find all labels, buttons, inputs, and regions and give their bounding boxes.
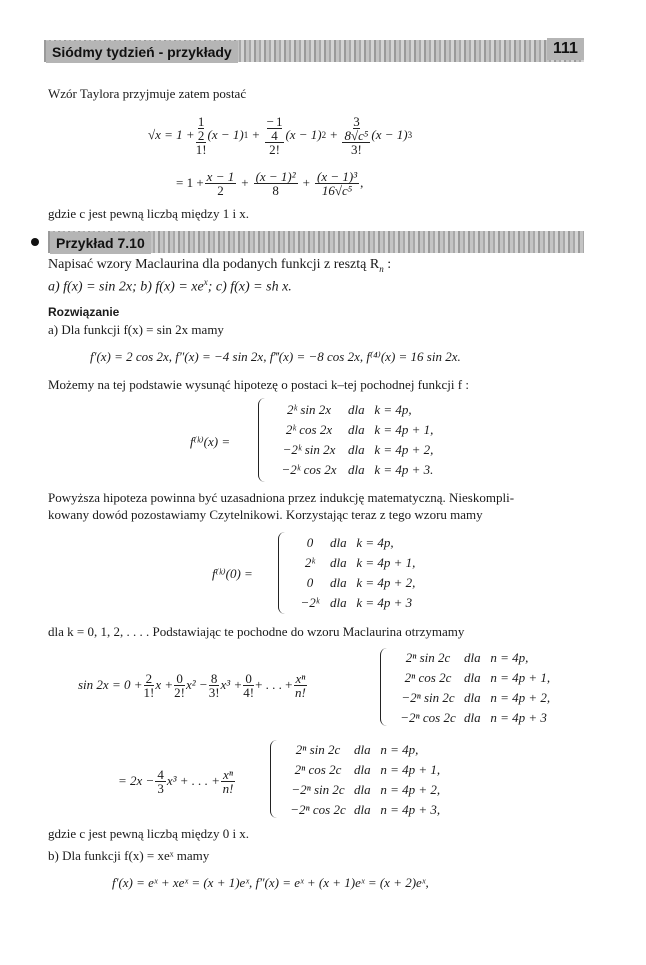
page-header-title: Siódmy tydzień - przykłady (46, 41, 238, 63)
coef1-top: 1 (197, 113, 205, 129)
fk-case-condition: dla k = 4p, (348, 402, 412, 417)
s2-f1n: 4 (157, 766, 164, 782)
coef2-den: 2! (269, 141, 280, 157)
sin2-case-value: 2ⁿ cos 2c (294, 762, 342, 777)
task-sup: x (203, 277, 208, 287)
task-line-2 (48, 277, 292, 296)
solution-title: Rozwiązanie (48, 305, 120, 319)
coef3-den: 3! (351, 141, 362, 157)
fk-lhs: f⁽ᵏ⁾(x) = (190, 434, 231, 449)
coef1-bot: 2 (197, 127, 205, 143)
s-f1n: 2 (145, 670, 153, 686)
g1-den: 2 (217, 182, 224, 198)
sin-case-condition: dla n = 4p + 1, (464, 670, 551, 685)
coef2-top: 1 (275, 113, 283, 129)
fk-case-row (270, 420, 433, 440)
g3-num: (x − 1)³ (317, 168, 358, 184)
s2-f1d: 3 (157, 780, 164, 796)
f0-brace (278, 532, 285, 614)
taylor-coef-2 (265, 115, 285, 156)
hypothesis-text: Możemy na tej podstawie wysunąć hipotezę o postaci k–tej pochodnej funkcji f : (48, 377, 469, 392)
derivatives-b: f′(x) = eˣ + xeˣ = (x + 1)eˣ, f″(x) = eˣ + (x + 1)eˣ = (x + 2)eˣ, (112, 875, 429, 890)
sin-lhs: sin 2x = 0 + (78, 677, 143, 692)
s-x4: + . . . + (255, 677, 293, 692)
note-2: gdzie c jest pewną liczbą między 0 i x. (48, 826, 250, 841)
fk-case-condition: dla k = 4p + 2, (348, 442, 434, 457)
fk-case-row (270, 460, 433, 480)
sin-case-condition: dla n = 4p + 3 (464, 710, 547, 725)
sin-case-row (392, 668, 550, 688)
sin2-case-row (282, 800, 440, 820)
f0-case-row (290, 573, 415, 593)
exp-3: 3 (407, 130, 413, 140)
exp-1: 1 (243, 130, 249, 140)
intro-text: Wzór Taylora przyjmuje zatem postać (48, 86, 247, 101)
sin-case-value: −2ⁿ sin 2c (401, 690, 455, 705)
taylor-line-2 (176, 166, 363, 200)
fk-case-row (270, 440, 433, 460)
sin-case-condition: dla n = 4p + 2, (464, 690, 551, 705)
sin2-case-value: −2ⁿ sin 2c (291, 782, 345, 797)
taylor-line2-lead: = 1 + (176, 175, 204, 190)
exp-2: 2 (321, 130, 327, 140)
s-x1: x + (155, 677, 174, 692)
fk-case-value: 2ᵏ cos 2x (285, 422, 333, 437)
f0-case-row (290, 533, 415, 553)
part-a-intro: a) Dla funkcji f(x) = sin 2x mamy (48, 322, 224, 337)
substitution-text: dla k = 0, 1, 2, . . . . Podstawiając te pochodne do wzoru Maclaurina otrzymamy (48, 624, 465, 639)
taylor-coef-1 (196, 115, 207, 156)
example-title: Przykład 7.10 (50, 232, 151, 254)
para-1: Powyższa hipoteza powinna być uzasadniona przez indukcję matematyczną. Nieskompli- (48, 490, 515, 505)
sin-brace-1 (380, 648, 387, 726)
taylor-coef-3 (342, 115, 370, 156)
page-number: 111 (547, 38, 584, 60)
sin-case-row (392, 688, 550, 708)
sin-cases-1 (392, 648, 550, 728)
sin-case-value: 2ⁿ sin 2c (405, 650, 451, 665)
part-b-intro: b) Dla funkcji f(x) = xeˣ mamy (48, 848, 210, 863)
coef3-bot: 8√c⁵ (344, 127, 369, 143)
s-f2n: 0 (176, 670, 183, 686)
g-comma: , (360, 175, 364, 190)
f0-case-value: 0 (306, 575, 314, 590)
coef2-sign: − (266, 113, 274, 129)
taylor-lhs: √x = 1 + (148, 127, 195, 142)
coef1-den: 1! (195, 141, 207, 157)
sin-expansion-2 (118, 764, 236, 798)
f0-case-condition: dla k = 4p + 2, (330, 575, 416, 590)
fk-case-value: −2ᵏ sin 2x (282, 442, 336, 457)
taylor-line-1 (148, 104, 412, 166)
term-1: (x − 1) (207, 127, 244, 142)
task-items: a) f(x) = sin 2x; b) f(x) = xe (48, 279, 204, 295)
s-f4n: 0 (245, 670, 252, 686)
s-f3n: 8 (210, 670, 218, 686)
sin2-case-condition: dla n = 4p, (354, 742, 419, 757)
f0-case-value: 0 (306, 535, 314, 550)
sin-brace-2 (270, 740, 277, 818)
sin2-case-condition: dla n = 4p + 3, (354, 802, 441, 817)
f0-case-row (290, 593, 415, 613)
fk-case-value: 2ᵏ sin 2x (286, 402, 332, 417)
s-f5n: xⁿ (295, 670, 306, 686)
sin2-case-row (282, 780, 440, 800)
sin-case-value: −2ⁿ cos 2c (400, 710, 456, 725)
f0-case-condition: dla k = 4p + 3 (330, 595, 413, 610)
sin-case-row (392, 708, 550, 728)
f0-case-condition: dla k = 4p, (330, 535, 394, 550)
sin2-lhs: = 2x − (118, 773, 155, 788)
g1-num: x − 1 (206, 168, 235, 184)
s2-f2n: xⁿ (223, 766, 233, 782)
sin-expansion-1 (78, 668, 308, 702)
s2-f2d: n! (222, 780, 234, 796)
sin-case-row (392, 648, 550, 668)
s-f5d: n! (295, 684, 306, 700)
f0-case-value: 2ᵏ (304, 555, 316, 570)
fk-brace (258, 398, 265, 482)
term-3: (x − 1) (371, 127, 408, 142)
g2-den: 8 (272, 182, 279, 198)
sin2-case-value: 2ⁿ sin 2c (295, 742, 341, 757)
task-line-1 (48, 257, 391, 274)
plus-1: + (252, 127, 260, 142)
f0-case-value: −2ᵏ (300, 595, 320, 610)
sin-case-condition: dla n = 4p, (464, 650, 529, 665)
task-items-end: ; c) f(x) = sh x. (207, 279, 292, 295)
s2-x1: x³ + . . . + (166, 773, 221, 788)
f0-case-row (290, 553, 415, 573)
coef2-bot: 4 (271, 127, 278, 143)
s-x3: x³ + (220, 677, 243, 692)
task-sub: n (379, 263, 384, 274)
sin2-case-row (282, 740, 440, 760)
s-f2d: 2! (174, 684, 185, 700)
fk-case-condition: dla k = 4p + 3. (348, 462, 434, 477)
f0-case-condition: dla k = 4p + 1, (330, 555, 416, 570)
para-2: kowany dowód pozostawiamy Czytelnikowi. Korzystając teraz z tego wzoru mamy (48, 507, 483, 522)
fk-case-value: −2ᵏ cos 2x (281, 462, 337, 477)
s-x2: x² − (185, 677, 208, 692)
sin-case-value: 2ⁿ cos 2c (404, 670, 452, 685)
f0-lhs: f⁽ᵏ⁾(0) = (212, 566, 253, 581)
s-f1d: 1! (143, 684, 155, 700)
coef3-top: 3 (353, 113, 360, 129)
g-plus-1: + (241, 175, 249, 190)
sin2-case-condition: dla n = 4p + 2, (354, 782, 441, 797)
sin2-case-condition: dla n = 4p + 1, (354, 762, 441, 777)
g3-den: 16√c⁵ (321, 182, 353, 198)
fk-cases (270, 400, 433, 480)
note-1: gdzie c jest pewną liczbą między 1 i x. (48, 206, 250, 221)
f0-cases (290, 533, 415, 613)
fk-case-row (270, 400, 433, 420)
task-end: : (383, 257, 392, 272)
g-plus-2: + (302, 175, 311, 190)
sin2-case-row (282, 760, 440, 780)
sin2-case-value: −2ⁿ cos 2c (290, 802, 346, 817)
bullet-icon (31, 238, 39, 246)
derivatives-a: f′(x) = 2 cos 2x, f″(x) = −4 sin 2x, f‴(x) = −8 cos 2x, f⁽⁴⁾(x) = 16 sin 2x. (90, 349, 461, 364)
term-2: (x − 1) (285, 127, 322, 142)
s-f4d: 4! (243, 684, 255, 700)
plus-2: + (330, 127, 338, 142)
task-text: Napisać wzory Maclaurina dla podanych funkcji z resztą R (48, 257, 380, 272)
fk-case-condition: dla k = 4p + 1, (348, 422, 434, 437)
sin-cases-2 (282, 740, 440, 820)
s-f3d: 3! (208, 684, 220, 700)
g2-num: (x − 1)² (255, 168, 296, 184)
